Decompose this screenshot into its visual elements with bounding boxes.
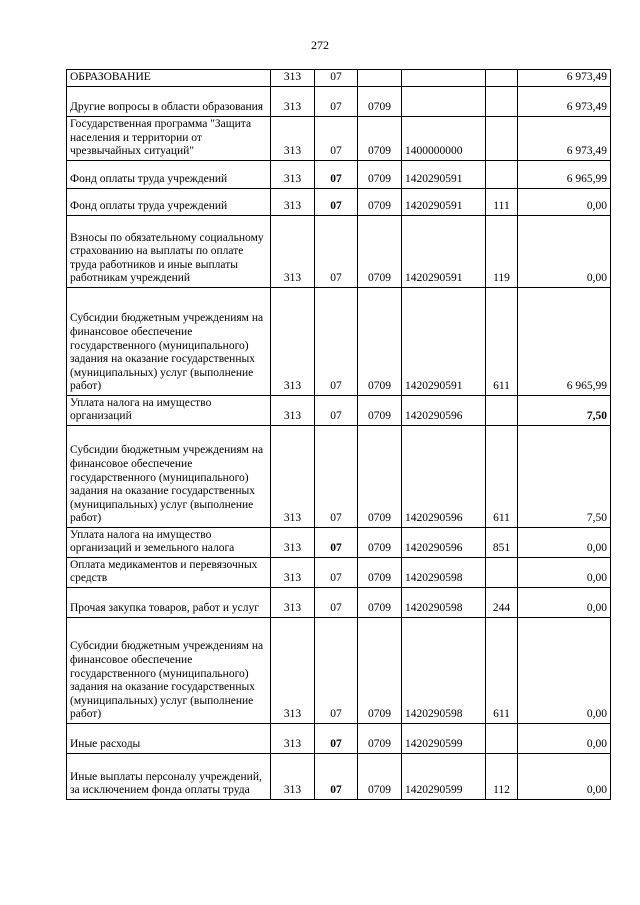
table-row xyxy=(67,588,611,618)
row-name: Иные выплаты персоналу учреждений, за исключением фонда оплаты труда xyxy=(67,754,271,800)
row-podrazdel: 0709 xyxy=(358,588,402,618)
row-ved: 313 xyxy=(271,216,315,288)
row-name: Субсидии бюджетным учреждениям на финансовое обеспечение государственного (муниципального) задания на оказание государственных (муниципальных) услуг (выполнение работ) xyxy=(67,288,271,396)
row-podrazdel: 0709 xyxy=(358,754,402,800)
row-razdel: 07 xyxy=(315,70,358,87)
row-vr: 611 xyxy=(486,288,518,396)
row-amount: 0,00 xyxy=(518,754,611,800)
row-csr: 1420290591 xyxy=(402,216,486,288)
row-csr: 1420290598 xyxy=(402,588,486,618)
table-row xyxy=(67,216,611,288)
row-amount: 7,50 xyxy=(518,396,611,426)
row-amount: 0,00 xyxy=(518,724,611,754)
row-podrazdel: 0709 xyxy=(358,528,402,558)
row-ved: 313 xyxy=(271,396,315,426)
row-amount: 0,00 xyxy=(518,216,611,288)
row-name: Взносы по обязательному социальному страхованию на выплаты по оплате труда работников и иные выплаты работникам учреждений xyxy=(67,216,271,288)
row-podrazdel: 0709 xyxy=(358,216,402,288)
row-podrazdel: 0709 xyxy=(358,558,402,588)
row-name: Уплата налога на имущество организаций xyxy=(67,396,271,426)
row-name: Другие вопросы в области образования xyxy=(67,87,271,117)
row-amount: 0,00 xyxy=(518,618,611,724)
row-ved: 313 xyxy=(271,426,315,528)
row-name: Государственная программа "Защита населения и территории от чрезвычайных ситуаций" xyxy=(67,117,271,161)
row-name: Фонд оплаты труда учреждений xyxy=(67,161,271,189)
row-amount: 6 973,49 xyxy=(518,117,611,161)
table-row xyxy=(67,117,611,161)
row-amount: 6 965,99 xyxy=(518,288,611,396)
row-csr: 1420290599 xyxy=(402,754,486,800)
row-csr: 1420290599 xyxy=(402,724,486,754)
row-amount: 6 973,49 xyxy=(518,70,611,87)
row-amount: 0,00 xyxy=(518,189,611,216)
budget-table xyxy=(66,69,611,800)
row-name: ОБРАЗОВАНИЕ xyxy=(67,70,271,87)
table-row xyxy=(67,87,611,117)
row-name: Субсидии бюджетным учреждениям на финансовое обеспечение государственного (муниципального) задания на оказание государственных (муниципальных) услуг (выполнение работ) xyxy=(67,618,271,724)
row-csr: 1420290591 xyxy=(402,189,486,216)
row-name: Субсидии бюджетным учреждениям на финансовое обеспечение государственного (муниципального) задания на оказание государственных (муниципальных) услуг (выполнение работ) xyxy=(67,426,271,528)
row-podrazdel: 0709 xyxy=(358,189,402,216)
row-ved: 313 xyxy=(271,70,315,87)
row-razdel: 07 xyxy=(315,87,358,117)
row-csr: 1420290596 xyxy=(402,426,486,528)
row-vr xyxy=(486,70,518,87)
row-name: Прочая закупка товаров, работ и услуг xyxy=(67,588,271,618)
row-ved: 313 xyxy=(271,288,315,396)
row-amount: 0,00 xyxy=(518,588,611,618)
row-ved: 313 xyxy=(271,754,315,800)
table-row xyxy=(67,288,611,396)
row-razdel: 07 xyxy=(315,558,358,588)
row-podrazdel: 0709 xyxy=(358,618,402,724)
row-razdel: 07 xyxy=(315,588,358,618)
row-razdel: 07 xyxy=(315,396,358,426)
row-vr xyxy=(486,724,518,754)
row-razdel: 07 xyxy=(315,189,358,216)
row-csr: 1420290598 xyxy=(402,558,486,588)
table-row xyxy=(67,70,611,87)
row-razdel: 07 xyxy=(315,754,358,800)
row-razdel: 07 xyxy=(315,161,358,189)
row-podrazdel: 0709 xyxy=(358,396,402,426)
row-ved: 313 xyxy=(271,588,315,618)
table-row xyxy=(67,396,611,426)
row-name: Иные расходы xyxy=(67,724,271,754)
row-podrazdel: 0709 xyxy=(358,724,402,754)
row-vr: 611 xyxy=(486,618,518,724)
row-vr: 119 xyxy=(486,216,518,288)
row-razdel: 07 xyxy=(315,216,358,288)
table-row xyxy=(67,558,611,588)
row-ved: 313 xyxy=(271,724,315,754)
row-amount: 0,00 xyxy=(518,528,611,558)
row-ved: 313 xyxy=(271,189,315,216)
row-podrazdel: 0709 xyxy=(358,87,402,117)
row-vr xyxy=(486,87,518,117)
row-amount: 7,50 xyxy=(518,426,611,528)
table-row xyxy=(67,189,611,216)
row-csr: 1420290591 xyxy=(402,288,486,396)
table-row xyxy=(67,724,611,754)
row-podrazdel xyxy=(358,70,402,87)
table-row xyxy=(67,426,611,528)
row-vr: 112 xyxy=(486,754,518,800)
row-vr xyxy=(486,558,518,588)
row-ved: 313 xyxy=(271,87,315,117)
row-csr: 1420290598 xyxy=(402,618,486,724)
row-csr: 1420290596 xyxy=(402,396,486,426)
row-podrazdel: 0709 xyxy=(358,426,402,528)
table-row xyxy=(67,528,611,558)
table-row xyxy=(67,754,611,800)
row-razdel: 07 xyxy=(315,288,358,396)
row-razdel: 07 xyxy=(315,117,358,161)
row-ved: 313 xyxy=(271,528,315,558)
row-podrazdel: 0709 xyxy=(358,117,402,161)
row-razdel: 07 xyxy=(315,528,358,558)
row-razdel: 07 xyxy=(315,426,358,528)
row-csr xyxy=(402,87,486,117)
row-vr: 111 xyxy=(486,189,518,216)
row-razdel: 07 xyxy=(315,618,358,724)
row-vr: 611 xyxy=(486,426,518,528)
row-vr: 851 xyxy=(486,528,518,558)
row-ved: 313 xyxy=(271,558,315,588)
row-amount: 6 973,49 xyxy=(518,87,611,117)
row-name: Оплата медикаментов и перевязочных средств xyxy=(67,558,271,588)
row-podrazdel: 0709 xyxy=(358,161,402,189)
row-vr xyxy=(486,117,518,161)
row-name: Уплата налога на имущество организаций и земельного налога xyxy=(67,528,271,558)
row-ved: 313 xyxy=(271,161,315,189)
row-podrazdel: 0709 xyxy=(358,288,402,396)
row-vr xyxy=(486,396,518,426)
row-vr xyxy=(486,161,518,189)
row-csr xyxy=(402,70,486,87)
row-amount: 0,00 xyxy=(518,558,611,588)
row-name: Фонд оплаты труда учреждений xyxy=(67,189,271,216)
row-csr: 1420290591 xyxy=(402,161,486,189)
row-csr: 1400000000 xyxy=(402,117,486,161)
page-number: 272 xyxy=(311,38,329,52)
row-ved: 313 xyxy=(271,117,315,161)
row-ved: 313 xyxy=(271,618,315,724)
row-amount: 6 965,99 xyxy=(518,161,611,189)
table-row xyxy=(67,618,611,724)
row-csr: 1420290596 xyxy=(402,528,486,558)
row-vr: 244 xyxy=(486,588,518,618)
row-razdel: 07 xyxy=(315,724,358,754)
table-row xyxy=(67,161,611,189)
